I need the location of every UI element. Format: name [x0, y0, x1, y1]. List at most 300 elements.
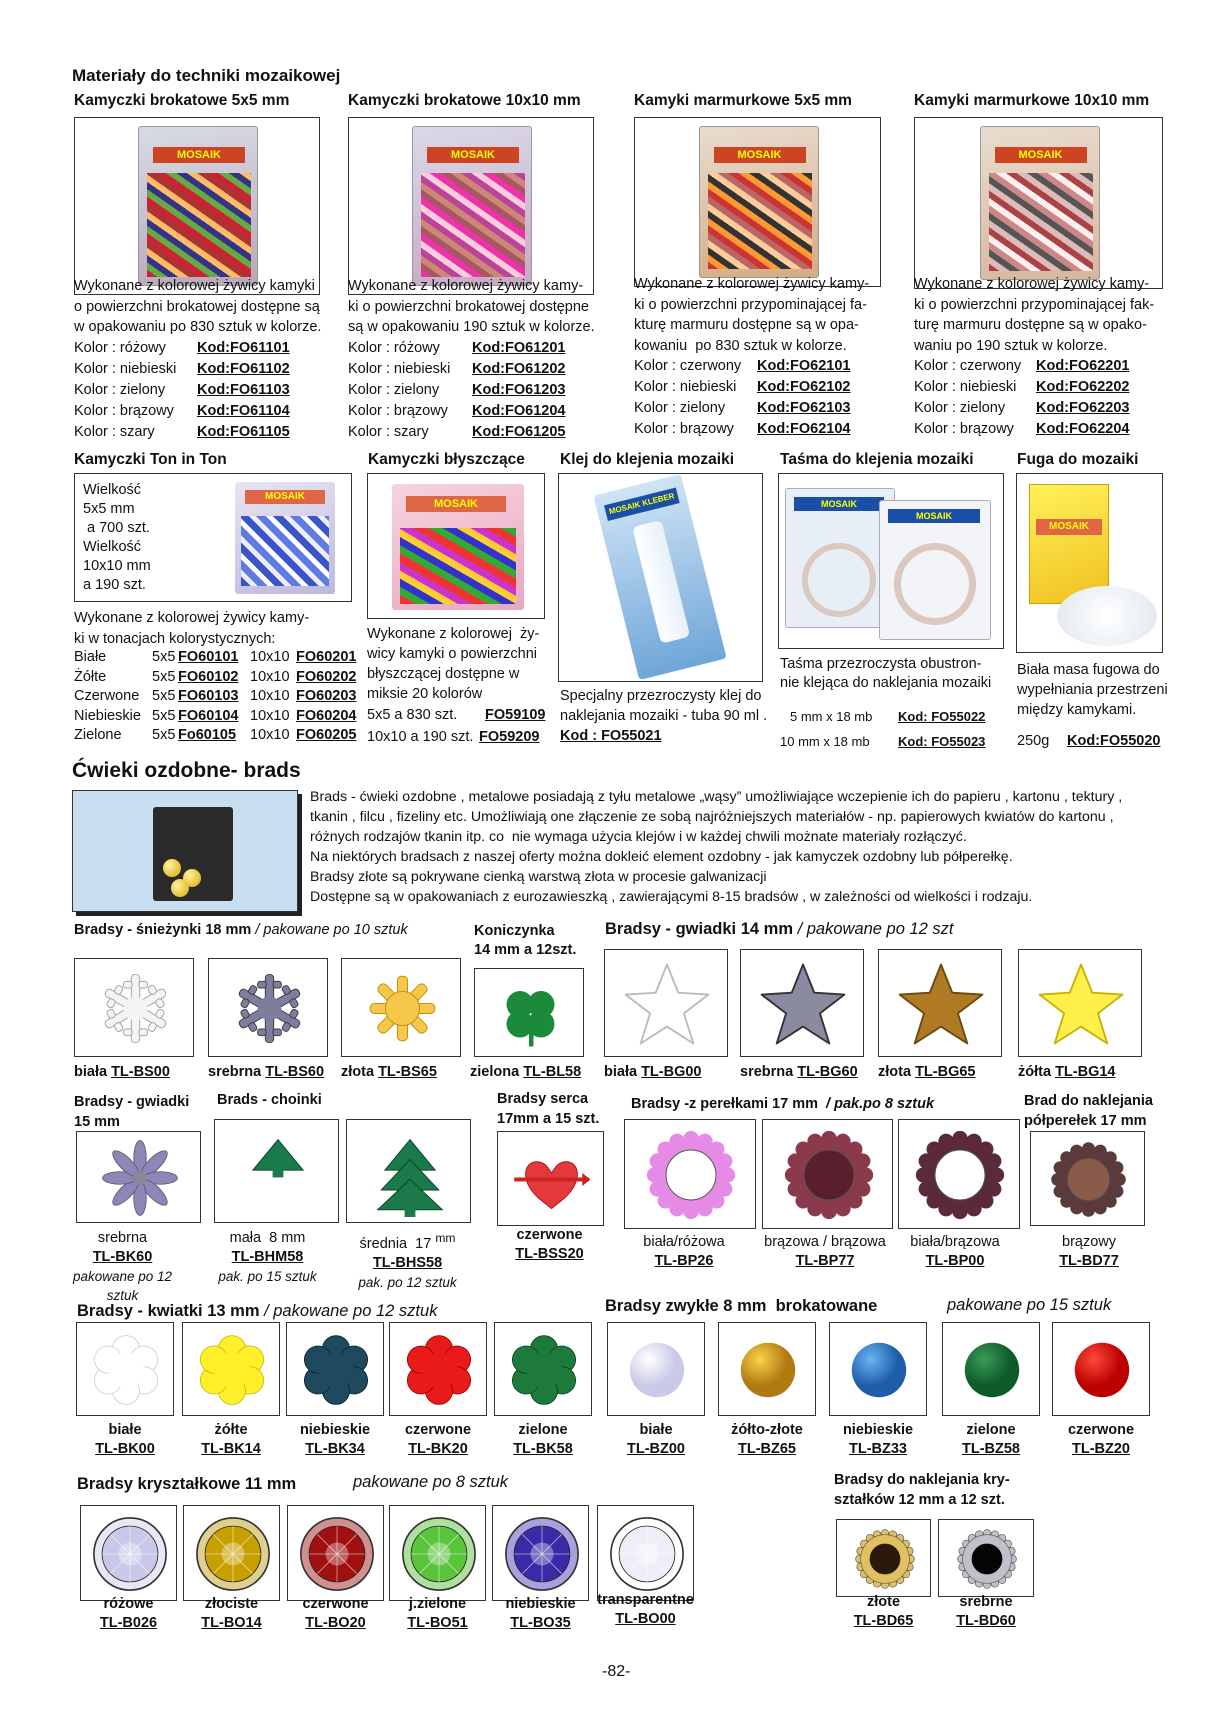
shiny-codes: [367, 704, 545, 748]
brad-color-name: różowe: [103, 1596, 154, 1612]
brad-graphic: [399, 1330, 479, 1410]
brad-color-name: złota: [878, 1064, 912, 1080]
product-desc: [74, 276, 321, 443]
desc-line: Wykonane z kolorowej ży-: [367, 626, 540, 642]
glue-title: Klej do klejenia mozaiki: [560, 451, 735, 468]
brad-photo: [183, 1505, 280, 1601]
brad-photo: [287, 1505, 384, 1601]
tape-roll: [802, 543, 876, 617]
color-label: Kolor : niebieski: [634, 379, 737, 395]
brad-color-name: srebrna: [740, 1064, 794, 1080]
brad-photo: [389, 1505, 486, 1601]
desc-line: Wykonane z kolorowej żywicy kamy-: [914, 276, 1150, 292]
snowflake-header: [74, 922, 408, 938]
desc-line: różnych rodzajów tkanin itp. co nie wymaga użycia klejów i w każdej chwili możnate materiały rozłączyć.: [310, 829, 967, 845]
gold-brad: [163, 859, 181, 877]
brad-label: [389, 1421, 487, 1459]
product-code: FO60203: [296, 688, 357, 704]
desc-line: Biała masa fugowa do: [1017, 662, 1160, 678]
product-code: FO60103: [178, 688, 239, 704]
brad-graphic: [912, 1127, 1008, 1223]
group-title: Koniczynka: [474, 923, 555, 939]
group-title: półperełek 17 mm: [1024, 1113, 1147, 1129]
desc-line: Taśma przezroczysta obustron-: [780, 656, 982, 672]
mosaic-tiles: [708, 173, 812, 269]
crystal-brad-header: [834, 1470, 1010, 1510]
package-logo: MOSAIK: [1036, 519, 1102, 535]
brad-label: [938, 1593, 1034, 1631]
shiny-desc: [367, 624, 539, 704]
brad-label: [597, 1591, 694, 1629]
brad-image: [296, 1513, 378, 1600]
size-line: a 700 szt.: [83, 520, 150, 536]
product-code: FO60102: [178, 668, 239, 685]
brad-color-name: niebieskie: [505, 1596, 576, 1612]
desc-line: Wykonane z kolorowej żywicy kamy-: [634, 276, 870, 292]
product-code: TL-BG60: [797, 1064, 858, 1080]
color-row: [74, 707, 366, 727]
group-title: 14 mm a 12szt.: [474, 942, 577, 958]
pack-note: / pakowane po 12 sztuk: [259, 1302, 438, 1320]
mosaic-package: [699, 126, 819, 278]
brad-photo: [604, 949, 728, 1057]
color-row: [74, 422, 321, 443]
product-code: TL-BS00: [111, 1064, 170, 1080]
color-row: [348, 359, 595, 380]
brad-graphic: [894, 957, 988, 1051]
brad-label: [205, 1229, 330, 1286]
grout-title: Fuga do mozaiki: [1017, 451, 1139, 468]
brad-graphic: [1034, 957, 1128, 1051]
brad-color-name: czerwone: [302, 1596, 369, 1612]
brad-label: [1018, 1063, 1142, 1082]
brad-label: [80, 1595, 177, 1633]
brad-photo: [597, 1505, 694, 1601]
brad-image: [192, 1330, 272, 1415]
size-label: 10x10: [250, 727, 290, 743]
group-title: ształków 12 mm a 12 szt.: [834, 1492, 1005, 1508]
brad-photo: [898, 1119, 1020, 1229]
size-label: 5 mm x 18 mb: [790, 709, 873, 724]
size-label: 10 mm x 18 mb: [780, 734, 870, 749]
brad-label: [1052, 1421, 1150, 1459]
grout-powder: [1057, 586, 1157, 646]
package-logo: MOSAIK: [714, 147, 806, 163]
product-code: Kod:FO62102: [757, 379, 851, 395]
color-row: [74, 359, 321, 380]
color-label: Kolor : różowy: [348, 339, 440, 356]
desc-line: ki o powierzchni przypominającej fa-: [634, 296, 867, 313]
brad-color-name: białe: [108, 1422, 142, 1438]
pearl-brad-header: [1024, 1091, 1153, 1131]
brad-graphic: [365, 1127, 455, 1217]
brad-photo: [607, 1322, 705, 1416]
brad-photo: [829, 1322, 927, 1416]
brad-image: [606, 1513, 688, 1600]
plain-header: Bradsy zwykłe 8 mm brokatowane: [605, 1297, 878, 1315]
brad-label: [836, 1593, 931, 1631]
brad-photo: [1030, 1131, 1145, 1226]
brad-image: [227, 966, 312, 1056]
size-label: 10x10: [250, 688, 290, 704]
brad-label: [942, 1421, 1040, 1459]
product-code: Kod:FO61104: [197, 402, 290, 419]
product-code: TL-BSS20: [515, 1246, 584, 1262]
color-row: [74, 687, 366, 707]
desc-line: Na niektórych bradsach z naszej oferty można dokleić element ozdobny - jak kamyczek ozdobny lub półperełkę.: [310, 849, 1013, 865]
mosaic-tiles: [989, 173, 1093, 271]
color-row: [348, 380, 595, 401]
product-code: TL-BO51: [407, 1615, 468, 1631]
brad-image: [86, 1330, 166, 1415]
brad-graphic: [296, 1513, 378, 1595]
color-label: Zielone: [74, 727, 122, 743]
color-label: Niebieskie: [74, 707, 141, 724]
brad-label: [618, 1233, 750, 1271]
mosaic-tiles: [400, 528, 516, 604]
brad-image: [493, 976, 568, 1056]
brad-image: [617, 1330, 697, 1415]
size-line: 5x5 mm: [83, 501, 135, 517]
brad-graphic: [853, 1527, 917, 1591]
group-title: Bradsy - śnieżynki 18 mm: [74, 922, 252, 938]
brads-desc: [310, 787, 1122, 907]
desc-line: kowaniu po 830 sztuk w kolorze.: [634, 337, 847, 354]
brad-image: [955, 1527, 1019, 1596]
product-code: Kod:FO62104: [757, 421, 851, 437]
brad-label: [182, 1421, 280, 1459]
brad-label: [492, 1595, 589, 1633]
product-code: TL-BK00: [95, 1441, 155, 1457]
pack-note: / pakowane po 10 sztuk: [251, 922, 408, 938]
brad-graphic: [1048, 1139, 1129, 1220]
brad-color-name: żółte: [214, 1422, 248, 1438]
brad-photo: [76, 1131, 201, 1223]
product-code: Kod:FO61103: [197, 381, 290, 398]
tape-codes: [780, 704, 985, 754]
glue-desc: [560, 686, 767, 746]
color-row: [74, 401, 321, 422]
tonintone-desc: [74, 608, 309, 649]
brad-photo: [208, 958, 328, 1057]
brad-color-name: niebieskie: [299, 1422, 371, 1438]
brad-label: [208, 1063, 328, 1082]
color-row: [74, 726, 366, 746]
product-code: TL-BS60: [265, 1064, 325, 1080]
color-row: [634, 356, 869, 377]
plain-pack-note: pakowane po 15 sztuk: [947, 1296, 1112, 1314]
desc-line: Wykonane z kolorowej żywicy kamyki: [74, 278, 315, 294]
brad-photo: [1052, 1322, 1150, 1416]
desc-line: wypełniania przestrzeni: [1017, 682, 1168, 698]
brad-graphic: [101, 1139, 179, 1217]
product-code: FO60204: [296, 707, 357, 724]
clover-header: [474, 922, 576, 960]
brad-color-name: biała: [74, 1064, 108, 1080]
group-title: Brad do naklejania: [1024, 1093, 1153, 1109]
product-code: Kod:FO61203: [472, 381, 566, 398]
brad-image: [101, 1139, 179, 1222]
brad-graphic: [86, 1330, 166, 1410]
brad-image: [620, 957, 714, 1056]
tape-package: [879, 500, 991, 640]
desc-line: kturę marmuru dostępne są w opa-: [634, 317, 859, 333]
brad-image: [360, 966, 445, 1056]
brad-image: [728, 1330, 808, 1415]
group-title: Bradsy - kwiatki 13 mm: [77, 1302, 260, 1320]
color-row: [634, 419, 869, 440]
color-label: Kolor : zielony: [914, 400, 1006, 416]
brad-label: [740, 1063, 864, 1082]
brad-photo: [497, 1131, 604, 1226]
brad-image: [399, 1330, 479, 1415]
product-code: TL-BS65: [378, 1064, 437, 1080]
product-code: TL-BK58: [513, 1441, 573, 1457]
brad-color-name: j.zielone: [408, 1596, 467, 1612]
brad-graphic: [89, 1513, 171, 1595]
color-label: Kolor : niebieski: [348, 360, 451, 377]
product-code: TL-BZ20: [1072, 1441, 1130, 1457]
brad-image: [1034, 957, 1128, 1056]
mosaic-package: [412, 126, 532, 286]
pack-note: / pak.po 8 sztuk: [817, 1096, 935, 1112]
brad-photo: [286, 1322, 384, 1416]
desc-line: turę marmuru dostępne są w opako-: [914, 317, 1147, 333]
brad-color-name: niebieskie: [842, 1422, 914, 1438]
desc-line: nie klejąca do naklejania mozaiki: [780, 675, 992, 691]
color-row: [634, 398, 869, 419]
brad-photo: [182, 1322, 280, 1416]
page-number: -82-: [602, 1663, 631, 1680]
tonintone-title: Kamyczki Ton in Ton: [74, 451, 227, 468]
mosaic-tiles: [147, 173, 251, 277]
brad-label: [345, 1229, 470, 1292]
brad-image: [501, 1513, 583, 1600]
package-logo: MOSAIK: [794, 497, 884, 511]
package-logo: MOSAIK: [406, 496, 506, 512]
brad-color-name: brązowa / brązowa: [764, 1234, 886, 1250]
color-label: Kolor : brązowy: [914, 421, 1014, 437]
size-label: 10x10: [250, 649, 290, 665]
size-label: 5x5: [152, 668, 176, 685]
product-photo: [634, 117, 881, 287]
product-code: Kod: FO55022: [898, 709, 986, 724]
product-code: TL-BG14: [1055, 1064, 1116, 1080]
color-row: [74, 648, 366, 668]
brad-photo: [1018, 949, 1142, 1057]
size-label: 10x10: [250, 668, 290, 685]
product-code: FO59209: [479, 729, 540, 745]
brad-color-name: czerwone: [1067, 1422, 1135, 1438]
brad-image: [756, 957, 850, 1056]
color-label: Żółte: [74, 668, 107, 685]
color-row: [914, 398, 1154, 419]
brad-photo: [492, 1505, 589, 1601]
group-title: Bradsy do naklejania kry-: [834, 1472, 1010, 1488]
brad-photo: [740, 949, 864, 1057]
color-row: [348, 422, 595, 443]
grout-code-row: [1017, 731, 1160, 752]
brad-color-name: zielona: [470, 1064, 520, 1080]
brad-label: [487, 1226, 612, 1264]
brad-label: [878, 1063, 1002, 1082]
mosaic-package: [138, 126, 258, 286]
product-desc: [634, 274, 869, 440]
product-code: TL-BK20: [408, 1441, 468, 1457]
product-code: Kod:FO61101: [197, 339, 290, 356]
pack-note: pak. po 12 sztuk: [358, 1274, 457, 1290]
heart-header: [497, 1089, 599, 1129]
desc-line: Dostępne są w opakowaniach z eurozawieszką , zawierającymi 8-15 bradsów , w zależności od wielkości i rodzaju.: [310, 889, 1033, 905]
color-label: Kolor : zielony: [74, 381, 166, 398]
brad-graphic: [233, 1127, 323, 1217]
shiny-photo: [367, 473, 545, 619]
brad-photo: [878, 949, 1002, 1057]
group-title: 15 mm: [74, 1114, 120, 1130]
size-label: 5x5: [152, 649, 176, 665]
brad-photo: [80, 1505, 177, 1601]
brad-graphic: [192, 1330, 272, 1410]
product-code: FO60104: [178, 707, 239, 724]
gold-brad: [171, 879, 189, 897]
package-logo: MOSAIK: [427, 147, 519, 163]
product-code: TL-BP00: [925, 1253, 985, 1269]
product-code: TL-BO14: [201, 1615, 262, 1631]
brad-photo: [74, 958, 194, 1057]
brad-color-name: zielone: [966, 1422, 1016, 1438]
size-line: Wielkość: [83, 482, 142, 498]
color-label: Kolor : szary: [348, 423, 429, 440]
size-label: 10x10 a 190 szt.: [367, 729, 474, 745]
group-title: Bradsy - gwiadki: [74, 1094, 190, 1110]
package-logo: MOSAIK: [888, 509, 980, 523]
product-title: Kamyki marmurkowe 5x5 mm: [634, 92, 852, 109]
brad-label: [341, 1063, 461, 1082]
brad-label: [718, 1421, 816, 1459]
color-label: Kolor : brązowy: [634, 421, 734, 437]
desc-line: ki o powierzchni brokatowej dostępne: [348, 298, 589, 315]
brad-photo: [938, 1519, 1034, 1597]
size-label: 10x10: [250, 707, 290, 724]
pack-note: pak. po 15 sztuk: [218, 1269, 317, 1284]
product-code: TL-BK60: [92, 1249, 153, 1265]
group-title: 17mm a 15 szt.: [497, 1111, 600, 1127]
brad-photo: [214, 1119, 339, 1223]
product-title: Kamyczki brokatowe 5x5 mm: [74, 92, 290, 109]
product-code: Kod : FO55021: [560, 728, 662, 744]
color-label: Kolor : brązowy: [348, 402, 448, 419]
product-code: TL-BO20: [305, 1615, 366, 1631]
size-label: 5x5 a 830 szt.: [367, 707, 458, 723]
product-code: Kod:FO61201: [472, 339, 566, 356]
brad-image: [1048, 1139, 1129, 1225]
brad-image: [853, 1527, 917, 1596]
brad-graphic: [511, 1139, 592, 1220]
brad-graphic: [728, 1330, 808, 1410]
brad-label: [470, 1063, 590, 1082]
product-code: FO60201: [296, 649, 357, 665]
brad-color-name: żółta: [1018, 1064, 1052, 1080]
star15-header: [74, 1092, 189, 1132]
product-code: TL-BG65: [915, 1064, 976, 1080]
brad-color-name: żółto-złote: [731, 1422, 803, 1438]
color-label: Białe: [74, 649, 107, 665]
color-row: [74, 338, 321, 359]
product-code: Kod: FO55023: [898, 734, 986, 749]
brad-label: [287, 1595, 384, 1633]
brads-section-title: Ćwieki ozdobne- brads: [72, 759, 301, 782]
page-header: Materiały do techniki mozaikowej: [72, 66, 341, 85]
color-label: Kolor : różowy: [74, 339, 166, 356]
product-code: Kod:FO61202: [472, 360, 566, 377]
product-code: TL-BZ58: [962, 1441, 1020, 1457]
glue-bottle: [632, 520, 690, 644]
size-line: Wielkość: [83, 539, 142, 555]
shiny-title: Kamyczki błyszczące: [368, 451, 525, 468]
brad-color-name: czerwone: [404, 1422, 472, 1438]
product-code: Kod:FO61205: [472, 423, 566, 440]
product-code: TL-BG00: [641, 1064, 702, 1080]
brad-color-name: srebrna: [208, 1064, 262, 1080]
brad-graphic: [227, 966, 312, 1051]
brad-image: [398, 1513, 480, 1600]
size-line: a 190 szt.: [83, 577, 146, 593]
brad-graphic: [620, 957, 714, 1051]
brad-graphic: [501, 1513, 583, 1595]
brad-image: [1062, 1330, 1142, 1415]
desc-line: błyszczącej dostępne w: [367, 666, 520, 682]
color-label: Kolor : czerwony: [634, 358, 742, 374]
brad-color-name: biała: [604, 1064, 638, 1080]
package-logo: MOSAIK KLEBER: [604, 488, 680, 521]
brad-graphic: [955, 1527, 1019, 1591]
brad-graphic: [606, 1513, 688, 1595]
brad-color-name: biała/różowa: [643, 1234, 725, 1250]
product-code: TL-BD77: [1059, 1253, 1119, 1269]
brad-graphic: [839, 1330, 919, 1410]
crystal-header: Bradsy kryształkowe 11 mm: [77, 1475, 297, 1493]
desc-line: miksie 20 kolorów: [367, 686, 483, 702]
brad-label: [607, 1421, 705, 1459]
brad-image: [912, 1127, 1008, 1228]
brad-graphic: [398, 1513, 480, 1595]
product-code: FO59109: [485, 707, 546, 723]
size-label: 5x5: [152, 727, 176, 743]
color-label: Czerwone: [74, 688, 140, 704]
brad-image: [296, 1330, 376, 1415]
grout-desc: [1017, 660, 1168, 720]
desc-line: między kamykami.: [1017, 702, 1137, 718]
brad-photo: [76, 1322, 174, 1416]
brad-color-name: zielone: [518, 1422, 568, 1438]
product-code: TL-BO00: [615, 1611, 676, 1627]
mosaic-package: [980, 126, 1100, 280]
brad-image: [894, 957, 988, 1056]
product-code: Kod:FO61105: [197, 423, 290, 440]
brad-image: [643, 1127, 739, 1228]
product-code: Kod:FO55020: [1067, 733, 1161, 749]
product-code: FO60101: [178, 649, 239, 665]
color-label: Kolor : brązowy: [74, 402, 174, 419]
tree-header: Brads - choinki: [217, 1092, 322, 1108]
tonintone-photo: [74, 473, 352, 602]
brad-label: [76, 1421, 174, 1459]
brad-color-name: złociste: [204, 1596, 259, 1612]
brads-package: [153, 807, 233, 901]
brad-image: [504, 1330, 584, 1415]
package-logo: MOSAIK: [995, 147, 1087, 163]
package-logo: MOSAIK: [245, 490, 325, 504]
